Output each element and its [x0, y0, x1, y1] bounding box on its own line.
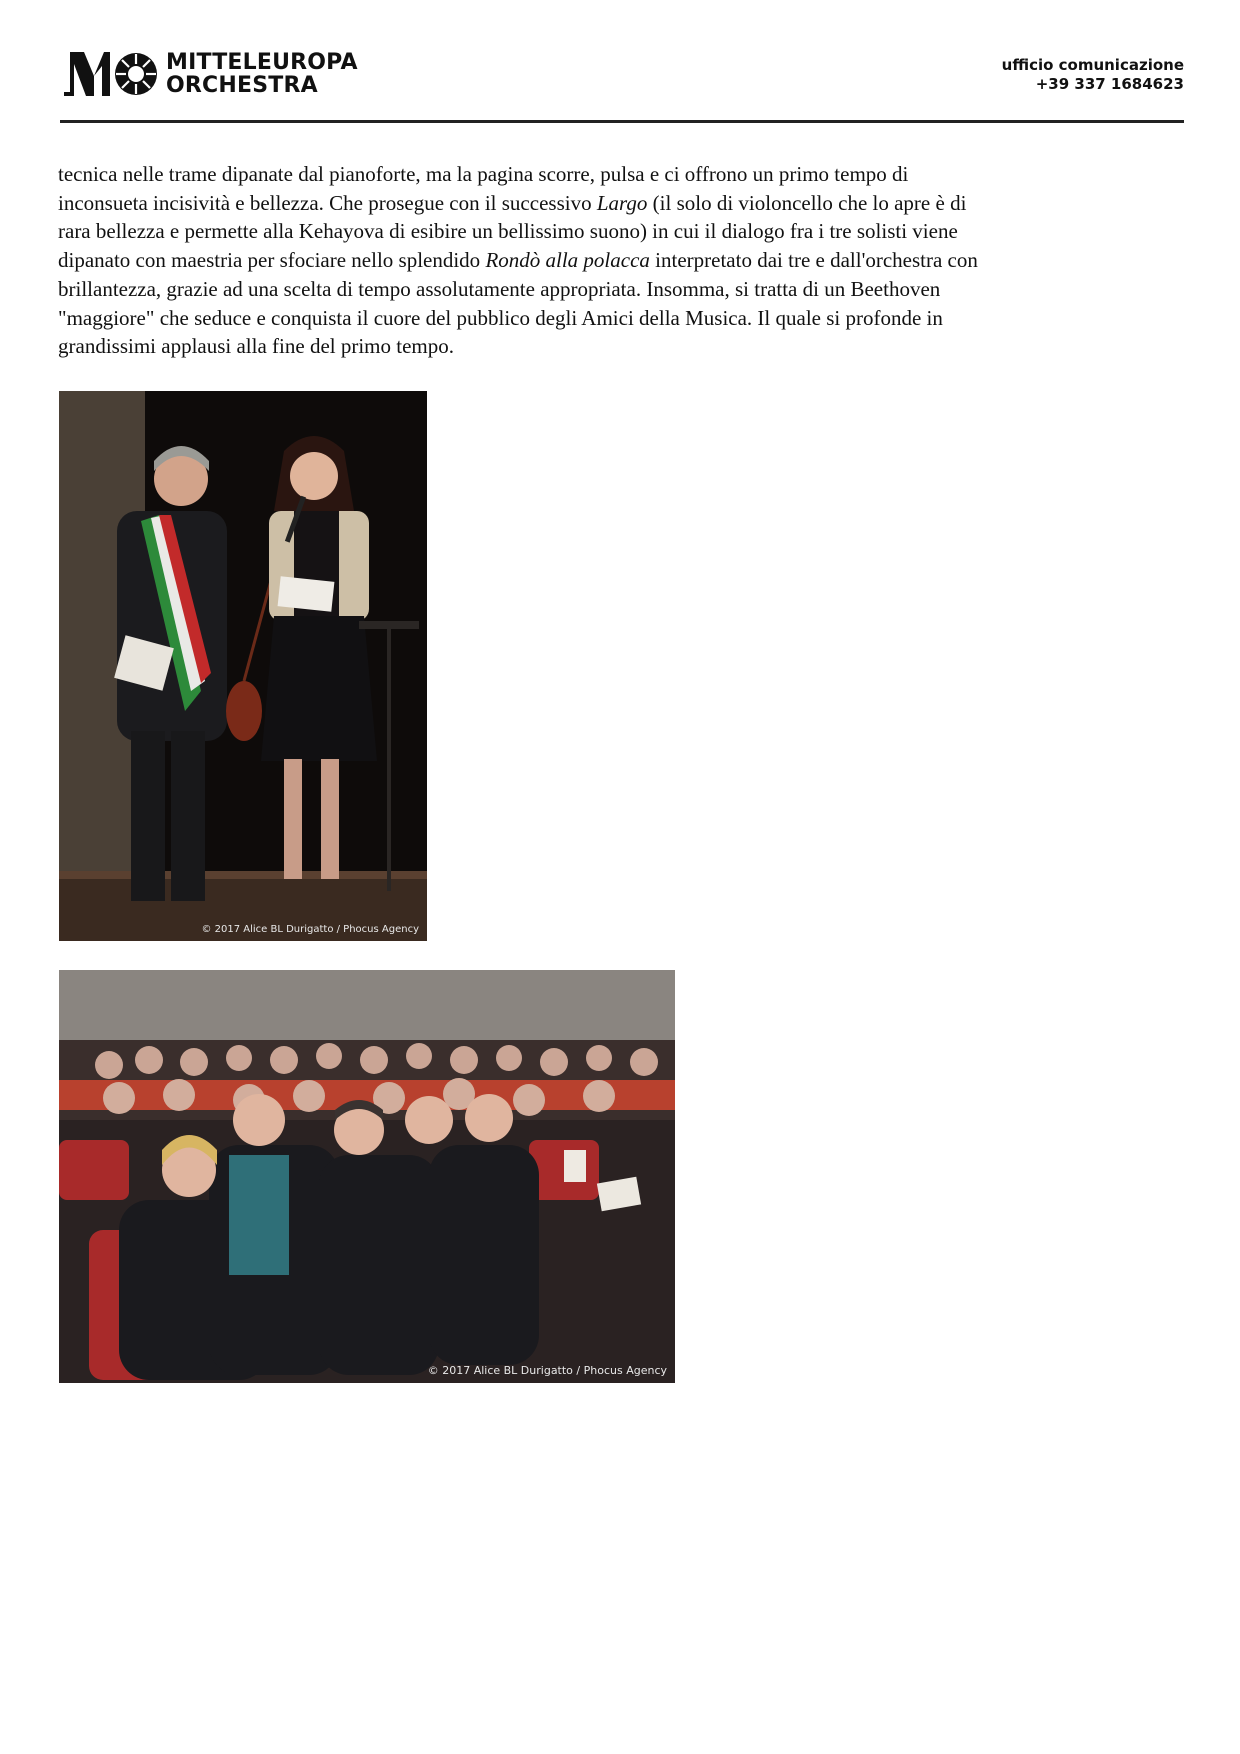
italic-title-largo: Largo — [596, 190, 648, 215]
text-run: rara bellezza e permette alla Kehayova di esibire un bellissimo suono) in cui il dialogo fra i tre solisti viene — [58, 219, 958, 244]
text-run: (il solo di violoncello che lo apre è di — [647, 190, 967, 215]
article-line — [58, 189, 1182, 218]
photo-stage-speakers — [59, 391, 427, 941]
stage-photo-illustration — [59, 391, 427, 941]
contact-info — [1002, 56, 1184, 94]
article-line — [58, 304, 1182, 333]
article-line — [58, 217, 1182, 246]
article-line — [58, 332, 1182, 361]
text-run: tecnica nelle trame dipanate dal pianoforte, ma la pagina scorre, pulsa e ci offrono un primo tempo di — [58, 162, 909, 186]
photo-credit: © 2017 Alice BL Durigatto / Phocus Agency — [427, 1364, 667, 1377]
article-body — [58, 160, 1182, 361]
page-header — [60, 44, 1184, 124]
orchestra-logo — [64, 50, 358, 98]
text-run: dipanato con maestria per sfociare nello splendido — [58, 248, 486, 273]
contact-office: ufficio comunicazione — [1001, 56, 1184, 74]
italic-title-rondo: Rondò alla polacca — [485, 248, 650, 273]
text-run: inconsueta incisività e bellezza. Che prosegue con il successivo — [58, 190, 597, 215]
text-run: grandissimi applausi alla fine del primo tempo. — [58, 334, 454, 359]
photo-credit: © 2017 Alice BL Durigatto / Phocus Agency — [201, 924, 419, 935]
logo-line-2: ORCHESTRA — [166, 73, 318, 98]
text-run: interpretato dai tre e dall'orchestra con — [649, 248, 978, 273]
article-line — [58, 160, 1182, 189]
logo-line-1: MITTELEUROPA — [166, 50, 358, 75]
photo-audience — [59, 970, 675, 1383]
text-run: "maggiore" che seduce e conquista il cuore del pubblico degli Amici della Musica. Il quale si profonde in — [58, 305, 943, 330]
audience-photo-illustration — [59, 970, 675, 1383]
text-run: brillantezza, grazie ad una scelta di tempo assolutamente appropriata. Insomma, si tratta di un Beethoven — [58, 276, 941, 301]
header-divider — [60, 120, 1184, 123]
article-line — [58, 246, 1182, 275]
logo-mark-icon — [64, 50, 160, 98]
contact-phone: +39 337 1684623 — [1035, 75, 1184, 93]
article-line — [58, 275, 1182, 304]
